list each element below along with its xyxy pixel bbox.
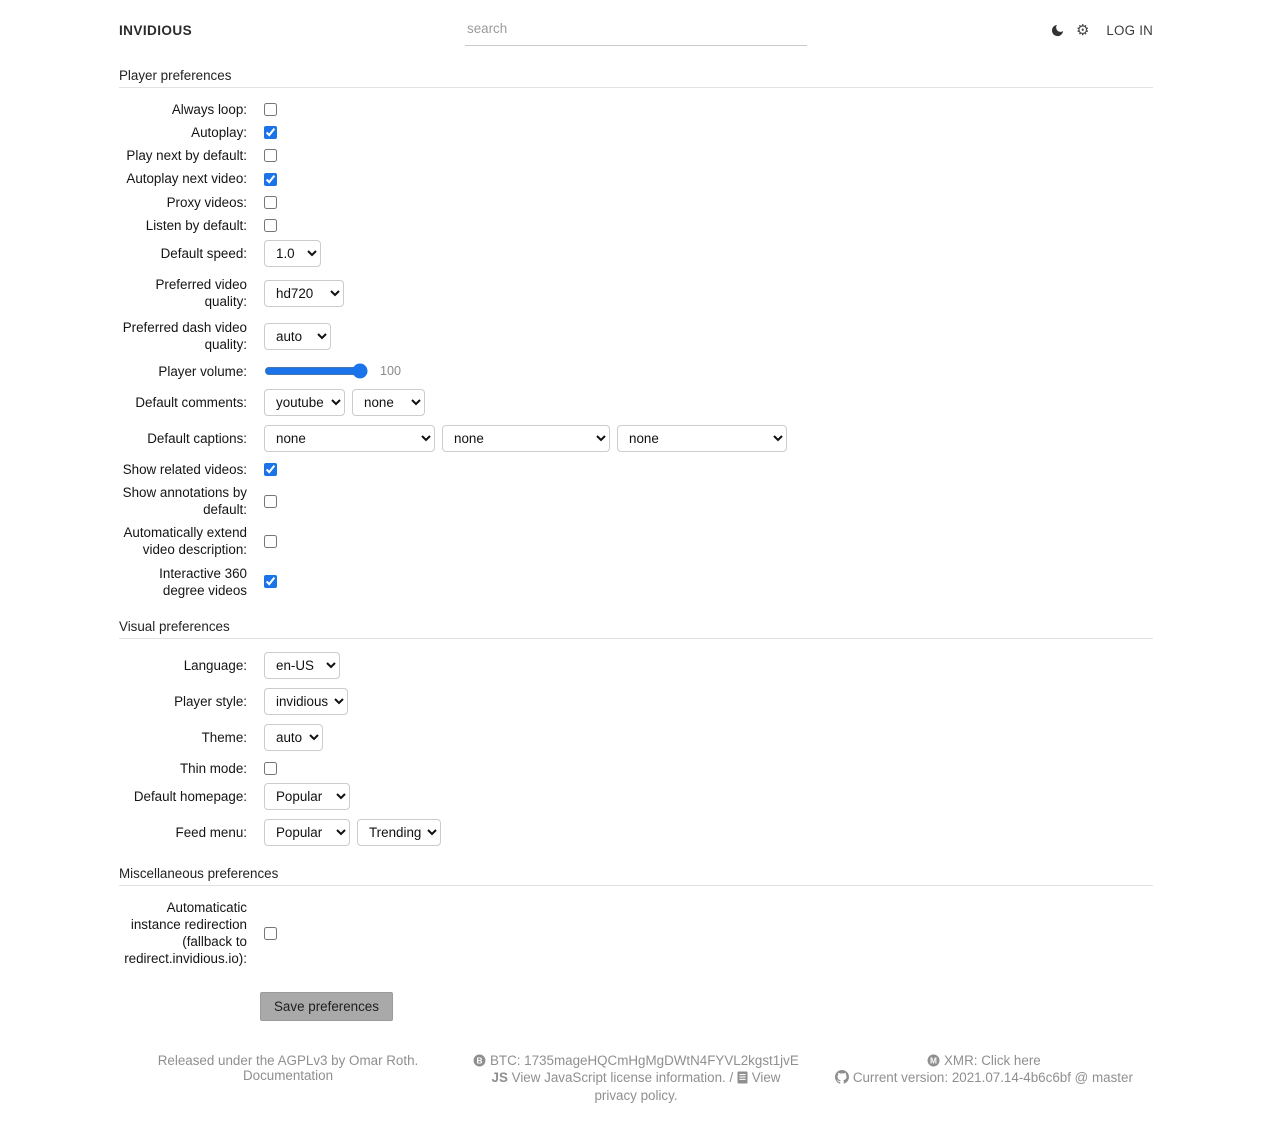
autoplay-next-checkbox[interactable]: [264, 173, 277, 186]
default-captions-select-3[interactable]: [617, 425, 787, 452]
preferred-quality-select[interactable]: [264, 280, 344, 307]
feed-menu-select-1[interactable]: [264, 819, 350, 846]
pref-row-default-homepage: [119, 783, 1153, 810]
play-next-checkbox[interactable]: [264, 149, 277, 162]
listen-by-default-checkbox[interactable]: [264, 219, 277, 232]
pref-label: Default speed:: [160, 245, 247, 261]
preferred-dash-quality-select[interactable]: [264, 323, 331, 350]
pref-label: Show related videos:: [122, 461, 247, 477]
pref-row-vr-mode: [119, 565, 1153, 599]
pref-row-annotations: [119, 484, 1153, 518]
separator: /: [729, 1070, 734, 1086]
pref-label: Preferred dash video quality:: [122, 320, 247, 353]
automatic-redirect-checkbox[interactable]: [264, 927, 277, 940]
section-title: Player preferences: [119, 68, 1153, 88]
pref-row-autoplay: [119, 124, 1153, 141]
vr-mode-checkbox[interactable]: [264, 575, 277, 588]
xmr-link[interactable]: XMR: Click here: [944, 1052, 1041, 1068]
pref-row-always-loop: [119, 101, 1153, 118]
autoplay-checkbox[interactable]: [264, 126, 277, 139]
github-icon: [835, 1070, 849, 1088]
pref-row-player-style: [119, 688, 1153, 715]
always-loop-checkbox[interactable]: [264, 103, 277, 116]
js-icon: JS: [491, 1070, 508, 1086]
navbar-right: [807, 23, 1153, 38]
pref-label: Default captions:: [147, 430, 247, 446]
pref-label: Thin mode:: [180, 760, 247, 776]
visual-preferences-section: [119, 619, 1153, 846]
theme-select[interactable]: [264, 724, 323, 751]
pref-row-default-speed: [119, 240, 1153, 267]
license-links-line: [473, 1070, 799, 1104]
default-homepage-select[interactable]: [264, 783, 350, 810]
pref-label: Automaticatic instance redirection (fallback to redirect.invidious.io):: [124, 899, 247, 967]
pref-label: Play next by default:: [126, 148, 247, 164]
save-preferences-button[interactable]: Save preferences: [260, 992, 393, 1021]
bitcoin-icon: [473, 1054, 486, 1071]
pref-row-play-next: [119, 147, 1153, 164]
pref-label: Theme:: [201, 729, 247, 745]
log-in-link[interactable]: LOG IN: [1106, 22, 1153, 38]
related-videos-checkbox[interactable]: [264, 463, 277, 476]
invidious-logo-link[interactable]: INVIDIOUS: [119, 22, 193, 38]
pref-row-automatic-redirect: [119, 899, 1153, 968]
thin-mode-checkbox[interactable]: [264, 762, 277, 775]
privacy-policy-link[interactable]: View privacy policy.: [594, 1070, 781, 1104]
pref-label: Default comments:: [135, 394, 247, 410]
pref-label: Player volume:: [158, 363, 247, 379]
pref-row-default-comments: [119, 389, 1153, 416]
svg-text:B: B: [476, 1055, 483, 1066]
xmr-line: [821, 1053, 1147, 1071]
default-captions-select-1[interactable]: [264, 425, 435, 452]
pref-label: Interactive 360 degree videos: [159, 565, 247, 598]
footer-center-column: [467, 1053, 805, 1104]
pref-label: Show annotations by default:: [122, 484, 247, 518]
version-label: Current version:: [852, 1070, 949, 1086]
documentation-link[interactable]: Documentation: [242, 1068, 334, 1084]
version-line: [821, 1070, 1147, 1088]
pref-row-related-videos: [119, 461, 1153, 478]
player-preferences-section: [119, 68, 1153, 599]
annotations-checkbox[interactable]: [264, 495, 277, 508]
default-speed-select[interactable]: [264, 240, 321, 267]
pref-row-listen-default: [119, 217, 1153, 234]
pref-label: Preferred video quality:: [155, 276, 247, 310]
extend-description-checkbox[interactable]: [264, 535, 277, 548]
page-container: [119, 0, 1153, 1126]
pref-label: Proxy videos:: [166, 194, 247, 210]
pref-label: Feed menu:: [175, 824, 247, 840]
player-volume-value: 100: [380, 364, 402, 379]
player-style-select[interactable]: [264, 688, 348, 715]
search-form: [465, 15, 807, 46]
default-comments-select-1[interactable]: [264, 389, 345, 416]
pref-row-feed-menu: [119, 819, 1153, 846]
pref-row-thin-mode: [119, 760, 1153, 777]
default-captions-select-2[interactable]: [442, 425, 610, 452]
navbar-left: [119, 23, 465, 38]
search-input[interactable]: [465, 15, 807, 46]
page-footer: [119, 1053, 1153, 1126]
pref-row-player-volume: [119, 363, 1153, 380]
pref-row-default-captions: [119, 425, 1153, 452]
gear-icon[interactable]: ⚙: [1075, 21, 1090, 39]
pref-label: Listen by default:: [145, 217, 247, 233]
footer-left-column: [119, 1053, 457, 1104]
pref-label: Autoplay next video:: [126, 171, 247, 187]
pref-label: Player style:: [174, 693, 247, 709]
pref-row-preferred-quality: [119, 276, 1153, 310]
pref-label: Automatically extend video description:: [123, 525, 247, 558]
pref-row-preferred-dash-quality: [119, 319, 1153, 353]
xmr-coin-icon: [927, 1054, 940, 1071]
version-link[interactable]: 2021.07.14-4b6c6bf @ master: [951, 1070, 1133, 1086]
default-comments-select-2[interactable]: [352, 389, 425, 416]
pref-row-language: [119, 652, 1153, 679]
language-select[interactable]: [264, 652, 340, 679]
btc-address: BTC: 1735mageHQCmHgMgDWtN4FYVL2kgst1jvE: [489, 1052, 799, 1068]
section-title: Visual preferences: [119, 619, 1153, 639]
footer-right-column: [815, 1053, 1153, 1104]
pref-row-extend-desc: [119, 524, 1153, 558]
pref-row-proxy-videos: [119, 194, 1153, 211]
pref-label: Autoplay:: [191, 125, 247, 141]
pref-label: Default homepage:: [133, 788, 247, 804]
player-volume-slider[interactable]: [264, 363, 368, 379]
pref-label: Always loop:: [171, 102, 247, 117]
top-navbar: [119, 12, 1153, 48]
pref-label: Language:: [183, 657, 247, 673]
misc-preferences-section: [119, 866, 1153, 1021]
svg-text:M: M: [930, 1055, 938, 1066]
pref-row-theme: [119, 724, 1153, 751]
js-license-link[interactable]: View JavaScript license information.: [511, 1070, 726, 1086]
feed-menu-select-2[interactable]: [357, 819, 441, 846]
btc-line: [473, 1053, 799, 1071]
section-title: Miscellaneous preferences: [119, 866, 1153, 886]
moon-icon[interactable]: [1050, 23, 1065, 38]
pref-row-autoplay-next: [119, 170, 1153, 187]
license-text: Released under the AGPLv3 by Omar Roth.: [157, 1052, 419, 1068]
proxy-videos-checkbox[interactable]: [264, 196, 277, 209]
privacy-document-icon: [737, 1071, 748, 1088]
